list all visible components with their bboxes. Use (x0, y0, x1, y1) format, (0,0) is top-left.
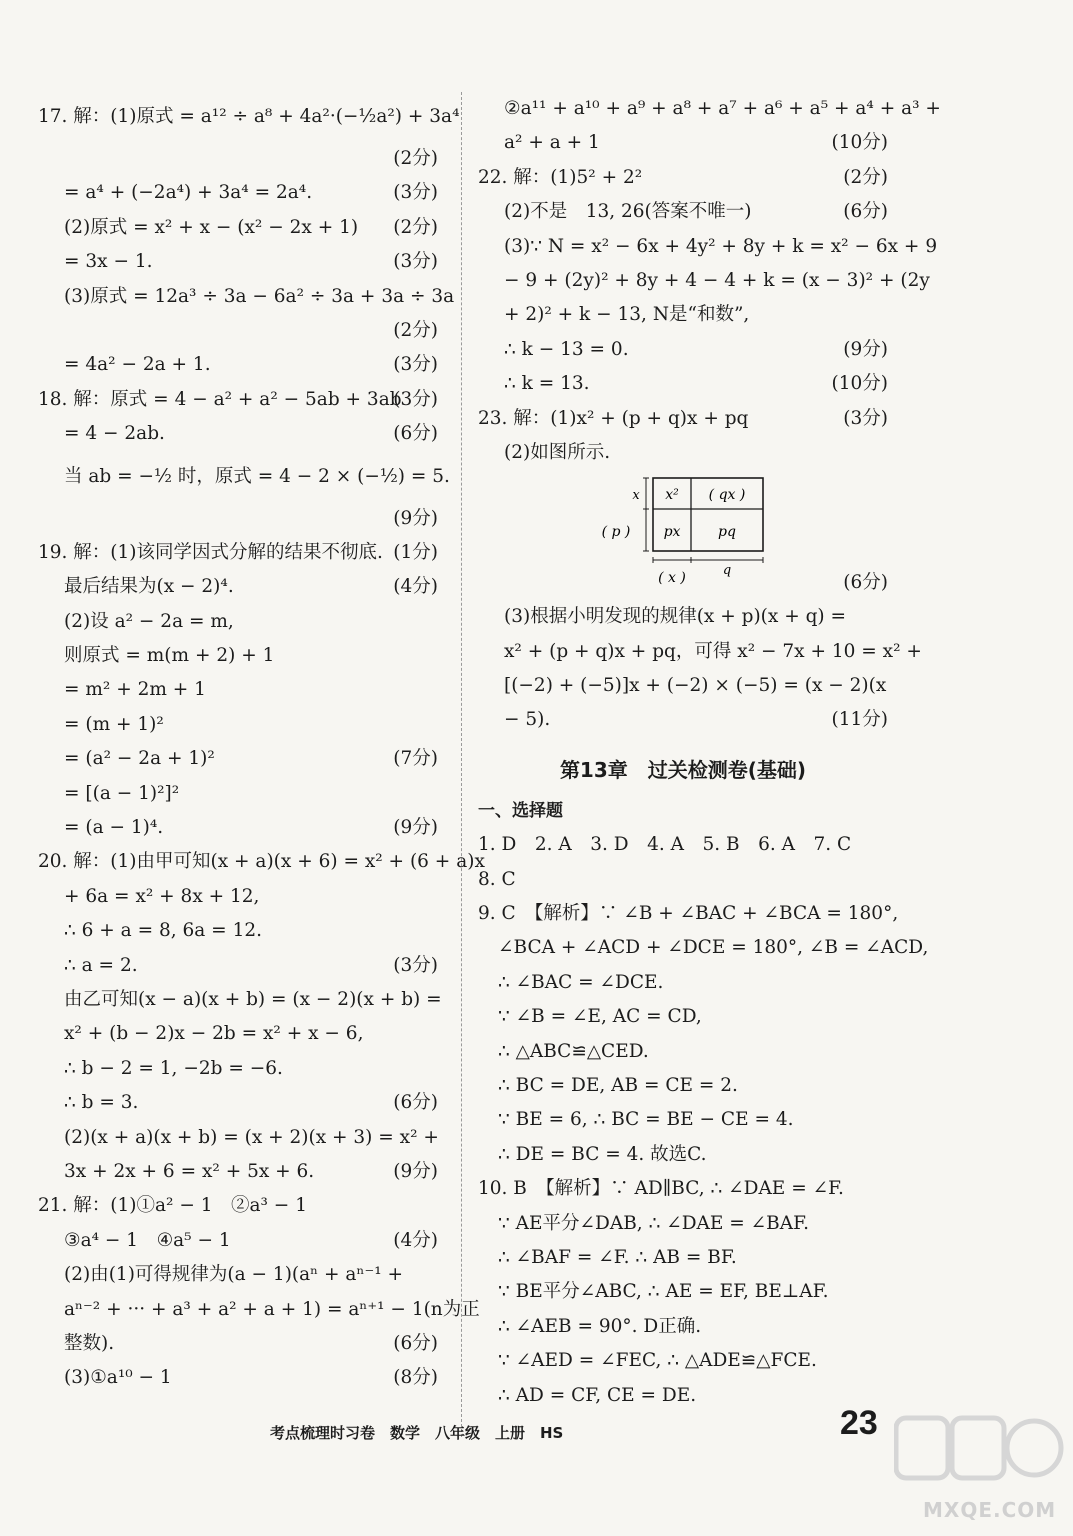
answer-line (478, 126, 888, 160)
line-text: ∴ 6 + a = 8, 6a = 12. (64, 920, 262, 942)
answer-line (478, 1000, 888, 1034)
points-label: (2分) (393, 148, 438, 169)
line-text: (2)(x + a)(x + b) = (x + 2)(x + 3) = x² + (64, 1126, 439, 1148)
answer-line (38, 1224, 438, 1258)
label-q-bottom: q (722, 563, 732, 579)
answer-line (38, 176, 438, 210)
answer-line (38, 1293, 480, 1327)
answer-line (478, 436, 888, 470)
line-text: (3)根据小明发现的规律(x + p)(x + q) = (504, 606, 847, 628)
line-text: 3x + 2x + 6 = x² + 5x + 6. (64, 1160, 315, 1182)
answer-line (38, 92, 460, 142)
answer-line (478, 264, 930, 298)
line-text: ∴ a = 2. (64, 954, 138, 976)
answer-line (38, 280, 455, 314)
line-text: 19. 解：(1)该同学因式分解的结果不彻底. (38, 541, 383, 563)
line-text: 1. D 2. A 3. D 4. A 5. B 6. A 7. C (478, 834, 852, 856)
points-label: (8分) (393, 1367, 438, 1389)
answer-line (38, 1121, 438, 1155)
answer-line (478, 966, 888, 1000)
line-text: (3)∵ N = x² − 6x + 4y² + 8y + k = x² − 6x + 9 (504, 235, 938, 257)
answer-line (478, 1069, 888, 1103)
line-text: ∴ k = 13. (504, 373, 590, 395)
line-text: (3)原式 = 12a³ ÷ 3a − 6a² ÷ 3a + 3a ÷ 3a (64, 285, 455, 307)
answer-line (478, 703, 888, 737)
points-label: (4分) (393, 1229, 438, 1251)
answer-line (478, 1138, 888, 1172)
line-text: 17. 解：(1)原式 = a¹² ÷ a⁸ + 4a²·(−½a²) + 3a⁴ (38, 106, 460, 127)
answer-line (38, 1258, 438, 1292)
line-text: = 4a² − 2a + 1. (64, 354, 211, 376)
column-divider (461, 92, 462, 1437)
answer-line (38, 1189, 438, 1223)
points-label: (9分) (393, 507, 438, 529)
line-text: ∵ BE = 6, ∴ BC = BE − CE = 4. (498, 1109, 794, 1131)
answer-line (38, 1361, 438, 1395)
footer-book-title: 考点梳理时习卷 数学 八年级 上册 HS (270, 1424, 564, 1442)
answer-line (478, 1344, 888, 1378)
line-text: = (m + 1)² (64, 713, 164, 735)
answer-line (38, 570, 438, 604)
points-label: (10分) (831, 373, 888, 395)
line-text: ∴ AD = CF, CE = DE. (498, 1384, 697, 1406)
points-label: (3分) (393, 954, 438, 976)
answer-line (38, 1017, 438, 1051)
line-text: ∴ ∠BAC = ∠DCE. (498, 971, 664, 993)
answer-line (478, 1379, 888, 1413)
answer-line (38, 708, 438, 742)
right-column (478, 92, 941, 1413)
answer-line (478, 863, 888, 897)
answer-line (38, 742, 438, 776)
answer-line (38, 949, 438, 983)
page-number: 23 (840, 1404, 878, 1442)
points-label: (6分) (393, 423, 438, 445)
line-text: ∴ b − 2 = 1, −2b = −6. (64, 1057, 283, 1079)
answer-line (478, 1310, 888, 1344)
points-label: (2分) (393, 216, 438, 238)
answer-line (38, 605, 438, 639)
line-text: ∴ ∠AEB = 90°. D正确. (498, 1315, 702, 1337)
answer-line (38, 211, 438, 245)
watermark-logo-icon (894, 1412, 1064, 1492)
label-x-bottom: ( x ) (658, 570, 686, 587)
answer-line (478, 1103, 888, 1137)
line-text: = 4 − 2ab. (64, 423, 165, 445)
line-text: ∵ ∠B = ∠E, AC = CD, (498, 1006, 702, 1028)
line-text: 21. 解：(1)①a² − 1 ②a³ − 1 (38, 1195, 307, 1217)
line-text: = [(a − 1)²]² (64, 782, 180, 804)
points-label: (3分) (393, 182, 438, 204)
answer-line (478, 195, 888, 229)
line-text: ∴ △ABC≌△CED. (498, 1040, 649, 1062)
line-text: ∴ DE = BC = 4. 故选C. (498, 1143, 707, 1165)
answer-line (478, 931, 929, 965)
line-text: 最后结果为(x − 2)⁴. (64, 576, 234, 598)
answer-line (38, 417, 438, 451)
line-text: ∴ ∠BAF = ∠F. ∴ AB = BF. (498, 1246, 737, 1268)
section-title: 一、选择题 (478, 800, 563, 821)
line-text: + 2)² + k − 13, N是“和数”, (504, 304, 750, 326)
cell-px: px (663, 524, 681, 541)
answer-line (38, 314, 438, 348)
points-label: (9分) (393, 1160, 438, 1182)
points-label: (11分) (831, 709, 888, 731)
answer-line (38, 914, 438, 948)
line-text: = a⁴ + (−2a⁴) + 3a⁴ = 2a⁴. (64, 182, 313, 204)
points-label: (6分) (843, 201, 888, 223)
points-label: (9分) (393, 817, 438, 839)
figure-points: (6分) (843, 572, 888, 594)
points-label: (2分) (843, 166, 888, 188)
answer-line (478, 600, 888, 634)
answer-line (38, 502, 438, 536)
answer-line (38, 673, 438, 707)
line-text: ∠BCA + ∠ACD + ∠DCE = 180°, ∠B = ∠ACD, (498, 937, 929, 959)
answer-line (478, 333, 888, 367)
line-text: = m² + 2m + 1 (64, 679, 206, 701)
points-label: (3分) (393, 388, 438, 410)
answer-line (38, 1327, 438, 1361)
line-text: (3)①a¹⁰ − 1 (64, 1367, 172, 1389)
answer-line (478, 635, 922, 669)
line-text: (2)如图所示. (504, 441, 611, 463)
answer-line (38, 452, 450, 502)
line-text: 整数). (64, 1332, 115, 1354)
line-text: aⁿ⁻² + ··· + a³ + a² + a + 1) = aⁿ⁺¹ − 1(n为正 (64, 1298, 480, 1320)
answer-line (38, 811, 438, 845)
answer-line (478, 1035, 888, 1069)
label-p-left: ( p ) (601, 524, 631, 541)
answer-line (38, 1052, 438, 1086)
line-text: 当 ab = −½ 时，原式 = 4 − 2 × (−½) = 5. (64, 465, 450, 487)
line-text: = 3x − 1. (64, 251, 153, 273)
line-text: + 6a = x² + 8x + 12, (64, 885, 260, 907)
line-text: (2)由(1)可得规律为(a − 1)(aⁿ + aⁿ⁻¹ + (64, 1264, 404, 1286)
answer-line (38, 777, 438, 811)
line-text: ∵ AE平分∠DAB, ∴ ∠DAE = ∠BAF. (498, 1212, 809, 1234)
cell-x2: x² (665, 487, 679, 504)
label-x-left: x (632, 488, 640, 504)
points-label: (3分) (843, 407, 888, 429)
points-label: (1分) (393, 541, 438, 563)
line-text: 9. C 【解析】∵ ∠B + ∠BAC + ∠BCA = 180°, (478, 903, 899, 925)
answer-line (478, 298, 888, 332)
line-text: ∵ ∠AED = ∠FEC, ∴ △ADE≌△FCE. (498, 1350, 817, 1372)
left-column (38, 92, 485, 1396)
line-text: = (a − 1)⁴. (64, 817, 164, 839)
answer-line (478, 1172, 888, 1206)
answer-line (478, 1275, 888, 1309)
answer-line (38, 639, 438, 673)
watermark-url: MXQE.COM (923, 1498, 1057, 1522)
line-text: a² + a + 1 (504, 132, 600, 154)
line-text: (2)不是 13, 26(答案不唯一) (504, 201, 752, 223)
points-label: (9分) (843, 338, 888, 360)
line-text: 18. 解：原式 = 4 − a² + a² − 5ab + 3ab (38, 388, 402, 410)
line-text: 由乙可知(x − a)(x + b) = (x − 2)(x + b) = (64, 988, 442, 1010)
line-text: 10. B 【解析】∵ AD∥BC, ∴ ∠DAE = ∠F. (478, 1178, 844, 1200)
points-label: (6分) (393, 1332, 438, 1354)
line-text: x² + (p + q)x + pq，可得 x² − 7x + 10 = x² + (504, 640, 922, 662)
cell-qx: ( qx ) (708, 487, 746, 504)
line-text: 23. 解：(1)x² + (p + q)x + pq (478, 407, 749, 429)
points-label: (2分) (393, 319, 438, 341)
answer-line (478, 230, 938, 264)
answer-line (478, 669, 888, 703)
points-label: (3分) (393, 354, 438, 376)
points-label: (6分) (393, 1092, 438, 1114)
line-text: = (a² − 2a + 1)² (64, 748, 215, 770)
line-text: x² + (b − 2)x − 2b = x² + x − 6, (64, 1023, 364, 1045)
line-text: 则原式 = m(m + 2) + 1 (64, 645, 275, 667)
points-label: (10分) (831, 132, 888, 154)
answer-line (478, 367, 888, 401)
line-text: (2)设 a² − 2a = m, (64, 610, 234, 632)
answer-line (478, 897, 899, 931)
points-label: (4分) (393, 576, 438, 598)
answer-line (38, 536, 438, 570)
line-text: − 5). (504, 709, 551, 731)
answer-line (38, 1155, 438, 1189)
line-text: (2)原式 = x² + x − (x² − 2x + 1) (64, 216, 359, 238)
answer-line (478, 828, 888, 862)
answer-line (38, 383, 438, 417)
line-text: ②a¹¹ + a¹⁰ + a⁹ + a⁸ + a⁷ + a⁶ + a⁵ + a⁴ + a³ + (504, 98, 941, 119)
answer-line (478, 92, 941, 126)
chapter-title: 第13章 过关检测卷(基础) (559, 757, 807, 782)
line-text: ∴ b = 3. (64, 1092, 139, 1114)
answer-line (38, 983, 442, 1017)
line-text: − 9 + (2y)² + 8y + 4 − 4 + k = (x − 3)² + (2y (504, 269, 930, 291)
points-label: (7分) (393, 748, 438, 770)
points-label: (3分) (393, 251, 438, 273)
line-text: 20. 解：(1)由甲可知(x + a)(x + 6) = x² + (6 + a)x (38, 851, 485, 873)
answer-line (38, 845, 485, 879)
area-model-figure (598, 470, 778, 598)
answer-line (38, 880, 438, 914)
line-text: [(−2) + (−5)]x + (−2) × (−5) = (x − 2)(x (504, 675, 887, 697)
line-text: ∴ k − 13 = 0. (504, 338, 629, 360)
answer-line (38, 348, 438, 382)
answer-line (38, 245, 438, 279)
answer-line (478, 1241, 888, 1275)
answer-line (38, 142, 438, 176)
answer-line (478, 402, 888, 436)
cell-pq: pq (718, 524, 736, 541)
line-text: ∴ BC = DE, AB = CE = 2. (498, 1074, 738, 1096)
figure-area (478, 470, 888, 600)
answer-line (478, 161, 888, 195)
answer-line (38, 1086, 438, 1120)
line-text: ③a⁴ − 1 ④a⁵ − 1 (64, 1229, 231, 1251)
line-text: ∵ BE平分∠ABC, ∴ AE = EF, BE⊥AF. (498, 1281, 829, 1303)
line-text: 22. 解：(1)5² + 2² (478, 166, 643, 188)
answer-line (478, 1207, 888, 1241)
line-text: 8. C (478, 868, 516, 890)
